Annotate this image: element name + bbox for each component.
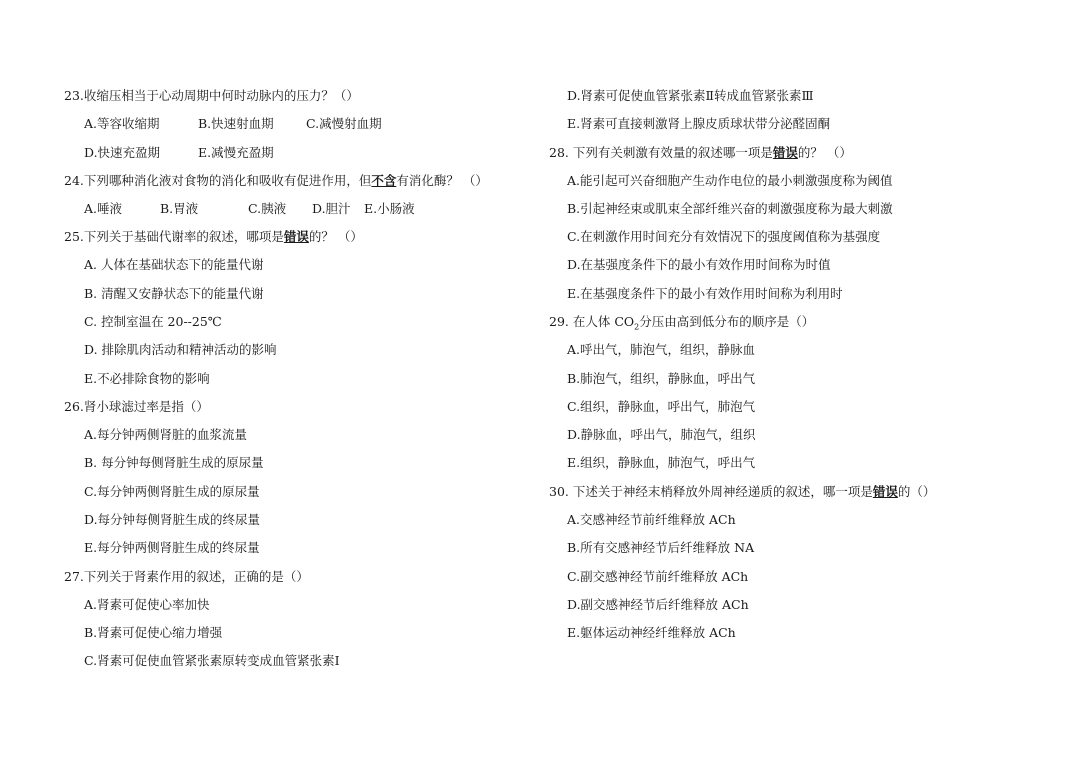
q28-option-b: B.引起神经束或肌束全部纤维兴奋的刺激强度称为最大刺激 (567, 201, 893, 216)
q26-option-d: D.每分钟每侧肾脏生成的终尿量 (84, 512, 261, 527)
q28-stem-before: 28. 下列有关刺激有效量的叙述哪一项是 (549, 145, 773, 160)
q23-option-e: E.减慢充盈期 (198, 145, 274, 160)
q29-stem-after: 分压由高到低分布的顺序是（） (639, 314, 815, 329)
q23-options-row1 (84, 116, 382, 132)
q24-stem-emphasis: 不含 (371, 173, 397, 188)
q23-option-a: A.等容收缩期 (84, 116, 160, 131)
q25-option-a: A. 人体在基础状态下的能量代谢 (84, 257, 264, 272)
q27-option-a: A.肾素可促使心率加快 (84, 597, 210, 612)
q29-stem-before: 29. 在人体 CO (549, 314, 635, 329)
q28-stem-emphasis: 错误 (772, 145, 798, 160)
q29-option-c: C.组织，静脉血，呼出气，肺泡气 (567, 399, 756, 414)
q24-options (84, 201, 415, 217)
q30-stem-after: 的（） (897, 484, 936, 499)
q27-option-c: C.肾素可促使血管紧张素原转变成血管紧张素Ⅰ (84, 653, 340, 668)
q23-stem: 23.收缩压相当于心动周期中何时动脉内的压力？（） (64, 88, 359, 103)
q24-option-b: B.胃液 (160, 201, 199, 216)
q25-option-e: E.不必排除食物的影响 (84, 371, 210, 386)
q25-stem-emphasis: 错误 (283, 229, 309, 244)
q29-option-d: D.静脉血，呼出气，肺泡气，组织 (567, 427, 756, 442)
q24-stem-after: 有消化酶？ （） (396, 173, 488, 188)
q30-option-d: D.副交感神经节后纤维释放 ACh (567, 597, 749, 612)
q27-stem: 27.下列关于肾素作用的叙述，正确的是（） (64, 569, 309, 584)
q26-option-e: E.每分钟两侧肾脏生成的终尿量 (84, 540, 260, 555)
q29-option-b: B.肺泡气，组织，静脉血，呼出气 (567, 371, 756, 386)
q24-stem-before: 24.下列哪种消化液对食物的消化和吸收有促进作用，但 (64, 173, 372, 188)
q30-stem-emphasis: 错误 (872, 484, 898, 499)
q27-option-e: E.肾素可直接刺激肾上腺皮质球状带分泌醛固酮 (567, 116, 831, 131)
q26-option-a: A.每分钟两侧肾脏的血浆流量 (84, 427, 248, 442)
q28-option-c: C.在刺激作用时间充分有效情况下的强度阈值称为基强度 (567, 229, 881, 244)
q29-option-a: A.呼出气，肺泡气，组织，静脉血 (567, 342, 756, 357)
q25-option-d: D. 排除肌肉活动和精神活动的影响 (84, 342, 277, 357)
q28-option-e: E.在基强度条件下的最小有效作用时间称为利用时 (567, 286, 843, 301)
q23-option-d: D.快速充盈期 (84, 145, 161, 160)
q25-stem-before: 25.下列关于基础代谢率的叙述，哪项是 (64, 229, 284, 244)
q27-option-b: B.肾素可促使心缩力增强 (84, 625, 223, 640)
q28-stem-after: 的？ （） (797, 145, 852, 160)
q25-option-c: C. 控制室温在 20--25℃ (84, 314, 222, 329)
q24-option-c: C.胰液 (248, 201, 287, 216)
q24-option-e: E.小肠液 (364, 201, 415, 216)
q25-stem (64, 229, 363, 245)
q24-stem (64, 173, 488, 189)
q23-options-row2 (84, 145, 274, 161)
q24-option-d: D.胆汁 (312, 201, 351, 216)
q28-option-a: A.能引起可兴奋细胞产生动作电位的最小刺激强度称为阈值 (567, 173, 893, 188)
q25-stem-after: 的？ （） (308, 229, 363, 244)
q23-option-c: C.减慢射血期 (306, 116, 382, 131)
q30-option-e: E.躯体运动神经纤维释放 ACh (567, 625, 736, 640)
q23-option-b: B.快速射血期 (198, 116, 274, 131)
q30-option-b: B.所有交感神经节后纤维释放 NA (567, 540, 755, 555)
q28-option-d: D.在基强度条件下的最小有效作用时间称为时值 (567, 257, 831, 272)
q28-stem (549, 145, 852, 161)
q29-stem-subscript: 2 (634, 322, 640, 332)
q25-option-b: B. 清醒又安静状态下的能量代谢 (84, 286, 264, 301)
q30-stem (549, 484, 935, 500)
q29-option-e: E.组织，静脉血，肺泡气，呼出气 (567, 455, 756, 470)
q29-stem (549, 314, 814, 330)
q26-option-b: B. 每分钟每侧肾脏生成的原尿量 (84, 455, 264, 470)
q27-option-d: D.肾素可促使血管紧张素Ⅱ转成血管紧张素Ⅲ (567, 88, 814, 103)
q24-option-a: A.唾液 (84, 201, 123, 216)
q30-option-a: A.交感神经节前纤维释放 ACh (567, 512, 736, 527)
q30-option-c: C.副交感神经节前纤维释放 ACh (567, 569, 749, 584)
q26-option-c: C.每分钟两侧肾脏生成的原尿量 (84, 484, 260, 499)
q26-stem: 26.肾小球滤过率是指（） (64, 399, 209, 414)
q30-stem-before: 30. 下述关于神经末梢释放外周神经递质的叙述，哪一项是 (549, 484, 873, 499)
